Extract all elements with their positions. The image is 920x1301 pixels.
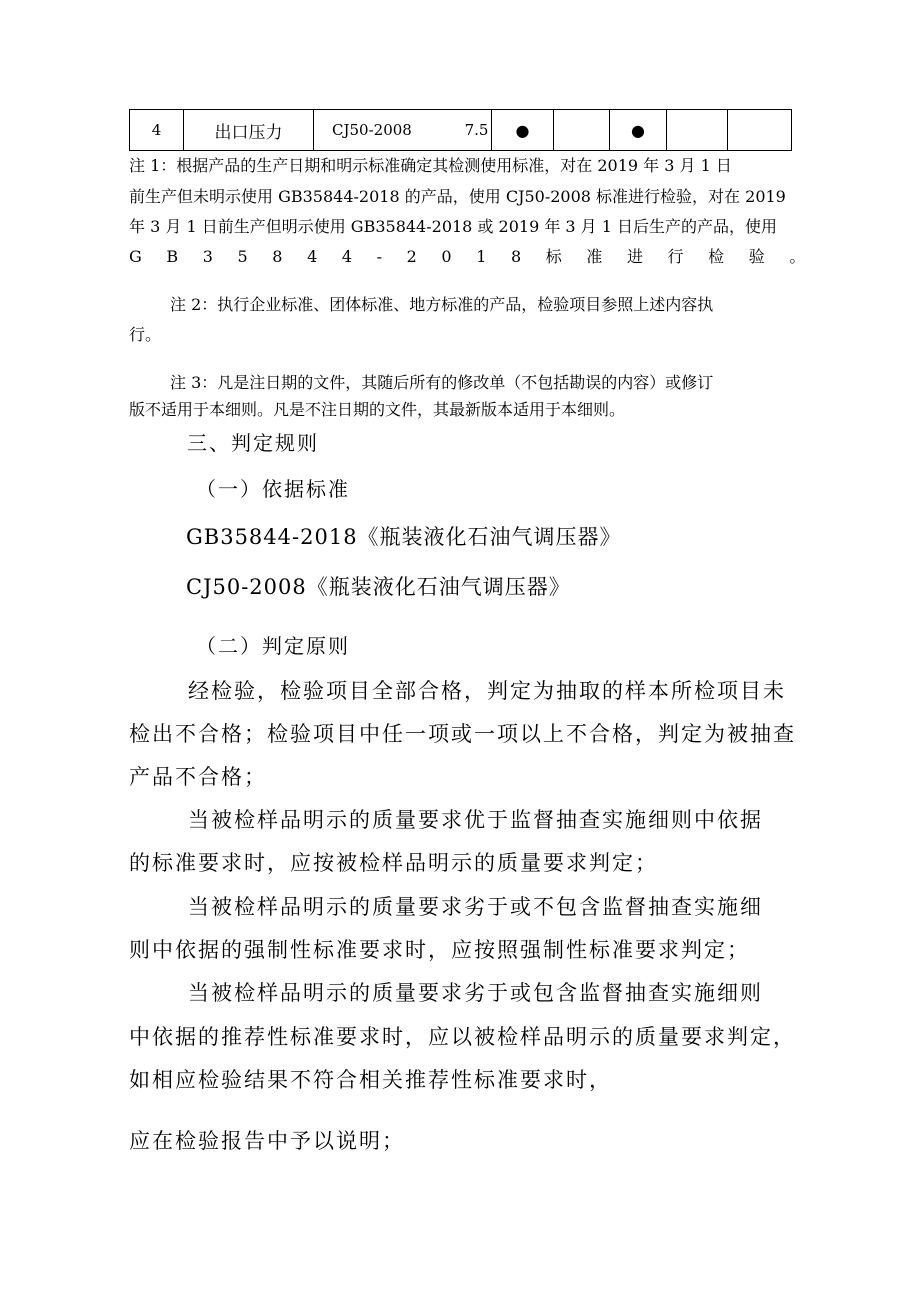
principle-para-3-line-2: 则中依据的强制性标准要求时，应按照强制性标准要求判定； bbox=[129, 938, 750, 962]
note-3-line-2: 版不适用于本细则。凡是不注日期的文件，其最新版本适用于本细则。 bbox=[129, 400, 626, 419]
empty-cell bbox=[667, 110, 728, 151]
principle-para-4-line-2: 中依据的推荐性标准要求时，应以被检样品明示的质量要求判定， bbox=[129, 1025, 796, 1049]
standard-cj50: CJ50-2008《瓶装液化石油气调压器》 bbox=[186, 575, 571, 599]
clause-number: 7.5 bbox=[464, 121, 489, 139]
standard-cell bbox=[314, 110, 492, 151]
principle-para-1-line-1: 经检验，检验项目全部合格，判定为抽取的样本所检项目未 bbox=[188, 679, 786, 703]
principle-para-2-line-1: 当被检样品明示的质量要求优于监督抽查实施细则中依据 bbox=[188, 808, 763, 832]
note-1-line-3: 年 3 月 1 日前生产但明示使用 GB35844-2018 或 2019 年 3 月 1 日后生产的产品，使用 bbox=[129, 217, 778, 236]
principle-para-4-line-4: 应在检验报告中予以说明； bbox=[129, 1129, 405, 1153]
mark-cell-2: ● bbox=[610, 110, 667, 151]
item-number-cell: 4 bbox=[130, 110, 184, 151]
subsection-principle-title: （二）判定原则 bbox=[196, 634, 350, 658]
principle-para-2-line-2: 的标准要求时，应按被检样品明示的质量要求判定； bbox=[129, 851, 658, 875]
section-title: 三、判定规则 bbox=[187, 431, 319, 455]
note-1-line-2: 前生产但未明示使用 GB35844-2018 的产品，使用 CJ50-2008 标准进行检验，对在 2019 bbox=[129, 187, 786, 206]
note-2-line-1: 注 2：执行企业标准、团体标准、地方标准的产品，检验项目参照上述内容执 bbox=[170, 295, 714, 314]
principle-para-3-line-1: 当被检样品明示的质量要求劣于或不包含监督抽查实施细 bbox=[188, 895, 763, 919]
subsection-basis-title: （一）依据标准 bbox=[196, 477, 350, 501]
principle-para-1-line-2: 检出不合格；检验项目中任一项或一项以上不合格，判定为被抽查 bbox=[129, 722, 796, 746]
note-1-line-1: 注 1：根据产品的生产日期和明示标准确定其检测使用标准，对在 2019 年 3 月 1 日 bbox=[129, 156, 732, 175]
note-3-line-1: 注 3：凡是注日期的文件，其随后所有的修改单（不包括勘误的内容）或修订 bbox=[170, 373, 714, 392]
empty-cell bbox=[554, 110, 610, 151]
mark-cell-1: ● bbox=[492, 110, 554, 151]
principle-para-4-line-1: 当被检样品明示的质量要求劣于或包含监督抽查实施细则 bbox=[188, 981, 763, 1005]
item-name-cell: 出口压力 bbox=[184, 110, 314, 151]
standard-gb35844: GB35844-2018《瓶装液化石油气调压器》 bbox=[186, 525, 622, 549]
table-row bbox=[130, 110, 792, 151]
note-2-line-2: 行。 bbox=[129, 325, 162, 344]
principle-para-1-line-3: 产品不合格； bbox=[129, 765, 267, 789]
inspection-items-table bbox=[129, 109, 792, 151]
standard-code: CJ50-2008 bbox=[332, 121, 412, 139]
empty-cell bbox=[728, 110, 792, 151]
principle-para-4-line-3: 如相应检验结果不符合相关推荐性标准要求时， bbox=[129, 1068, 612, 1092]
note-1-line-4: GB35844-2018标准进行检验。 bbox=[129, 247, 830, 266]
